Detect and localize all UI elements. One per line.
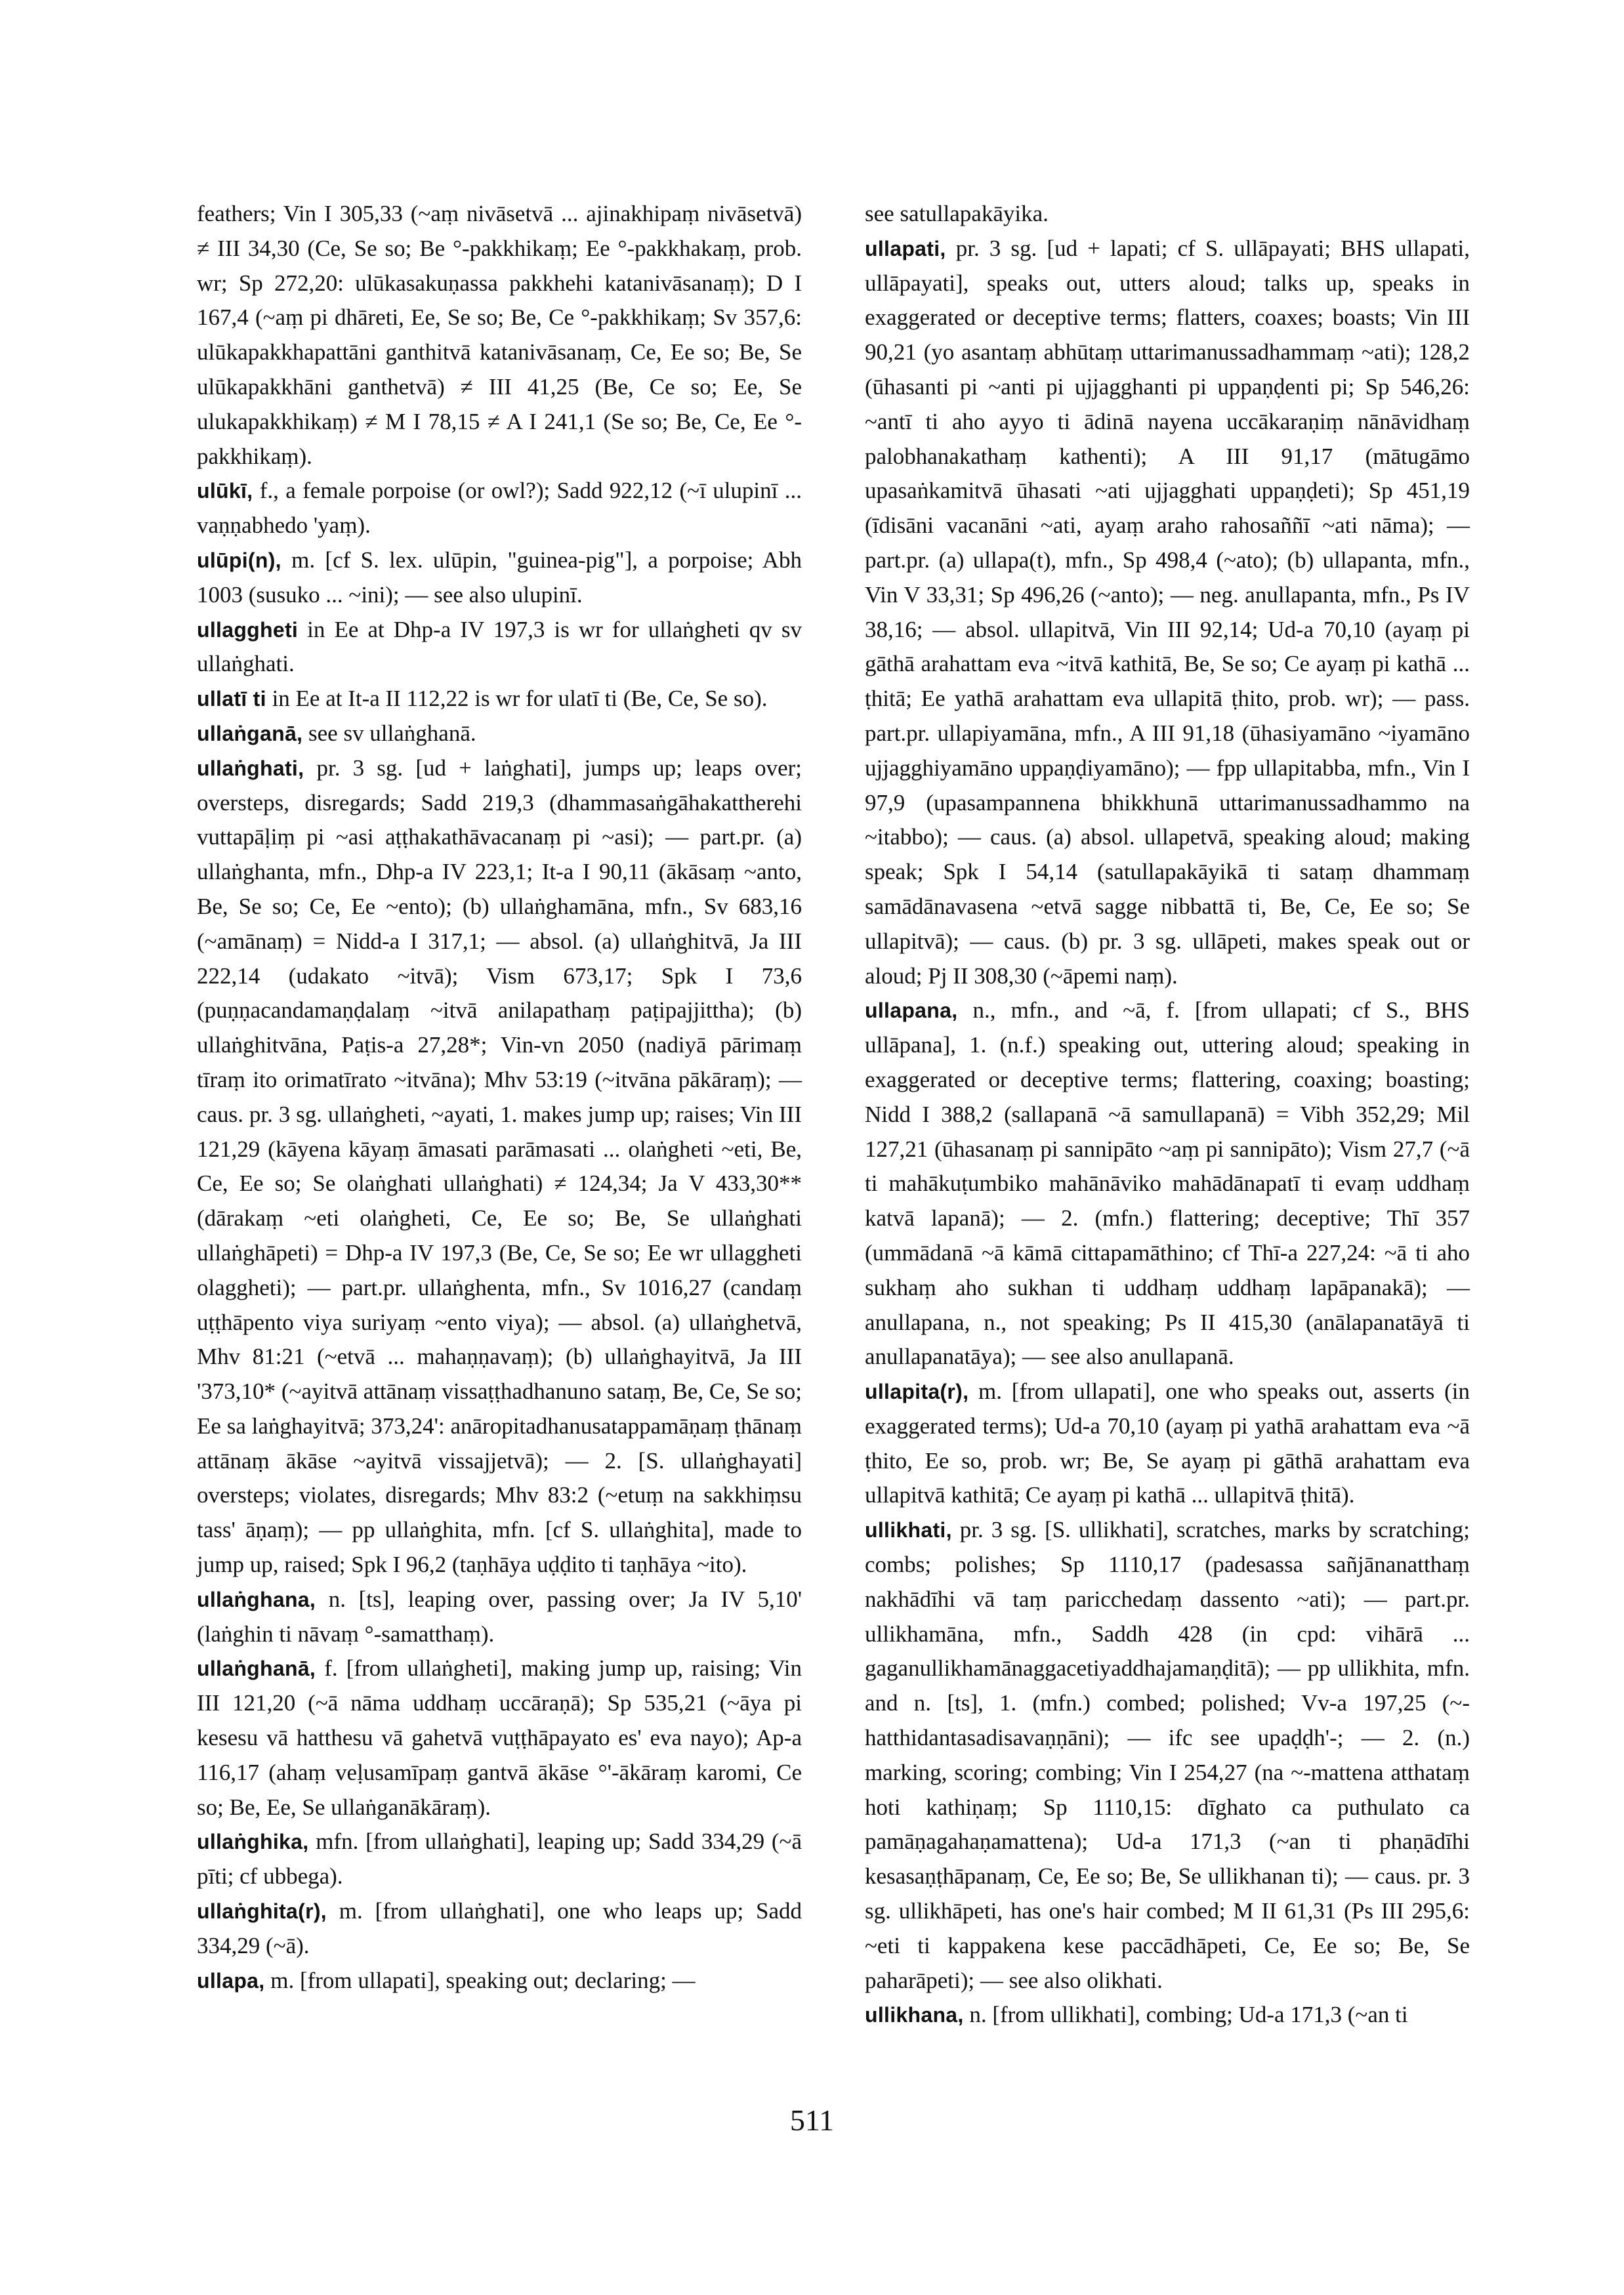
entry-ullikhati xyxy=(865,1513,1470,1998)
entry-ullanghana-n xyxy=(197,1582,802,1652)
headword: ullaṅghati, xyxy=(197,756,304,780)
headword: ullatī ti xyxy=(197,687,266,711)
headword: ullaṅghana, xyxy=(197,1587,316,1611)
entry-text: m. [cf S. lex. ulūpin, "guinea-pig"], a porpoise; Abh 1003 (susuko ... ~ini); — see also ulupinī. xyxy=(197,547,802,608)
entry-ullikhana xyxy=(865,1998,1470,2033)
entry-text: n. [from ullikhati], combing; Ud-a 171,3 (~an ti xyxy=(963,2002,1408,2028)
entry-ullapati xyxy=(865,232,1470,994)
entry-ullanghati xyxy=(197,751,802,1582)
entry-ullanghitar xyxy=(197,1894,802,1964)
entry-ulupin xyxy=(197,543,802,613)
entry-continuation xyxy=(197,197,802,474)
entry-text: f. [from ullaṅgheti], making jump up, raising; Vin III 121,20 (~ā nāma uddhaṃ uccāraṇā); Sp 535,21 (~āya pi kesesu vā hatthesu vā gahetvā vuṭṭhāpayato es' eva nayo); Ap-a 116,17 (ahaṃ veḷusamīpaṃ gantvā ākāse °'-ākāraṃ karomi, Ce so; Be, Ee, Se ullaṅganākāraṃ). xyxy=(197,1655,802,1820)
headword: ullikhati, xyxy=(865,1518,952,1542)
entry-text: m. [from ullaṅghati], one who leaps up; Sadd 334,29 (~ā). xyxy=(197,1898,802,1958)
headword: ullapa, xyxy=(197,1968,265,1993)
headword: ullapati, xyxy=(865,236,946,260)
headword: ullaṅghanā, xyxy=(197,1657,316,1681)
entry-ullangana xyxy=(197,716,802,751)
entry-text: feathers; Vin I 305,33 (~aṃ nivāsetvā ... ajinakhipaṃ nivāsetvā) ≠ III 34,30 (Ce, Se so; Be °-pakkhikaṃ; Ee °-pakkhakaṃ, prob. wr; Sp 272,20: ulūkasakuṇassa pakkhehi katanivāsanaṃ); D I 167,4 (~aṃ pi dhāreti, Ee, Se so; Be, Ce °-pakkhikaṃ; Sv 357,6: ulūkapakkhapattāni ganthitvā katanivāsanaṃ, Ce, Ee so; Be, Se ulūkapakkhāni ganthetvā) ≠ III 41,25 (Be, Ce so; Ee, Se ulukapakkhikaṃ) ≠ M I 78,15 ≠ A I 241,1 (Se so; Be, Ce, Ee °-pakkhikaṃ). xyxy=(197,201,802,469)
left-column xyxy=(197,197,802,1998)
entry-ullanghana-f xyxy=(197,1651,802,1825)
entry-text: m. [from ullapati], speaking out; declaring; — xyxy=(264,1967,696,1993)
headword: ullikhana, xyxy=(865,2003,964,2027)
headword: ullaṅghika, xyxy=(197,1830,309,1854)
page-number: 511 xyxy=(789,2103,835,2137)
entry-text: f., a female porpoise (or owl?); Sadd 922,12 (~ī ulupinī ... vaṇṇabhedo 'yaṃ). xyxy=(197,478,802,539)
headword: ulūpi(n), xyxy=(197,548,281,572)
entry-ulukii xyxy=(197,474,802,543)
entry-ullapitar xyxy=(865,1375,1470,1513)
entry-text: mfn. [from ullaṅghati], leaping up; Sadd 334,29 (~ā pīti; cf ubbega). xyxy=(197,1829,802,1890)
headword: ullaggheti xyxy=(197,617,299,642)
entry-ullapa xyxy=(197,1964,802,1998)
headword: ullaṅghita(r), xyxy=(197,1899,327,1924)
entry-ullaggheti xyxy=(197,613,802,682)
entry-text: pr. 3 sg. [ud + laṅghati], jumps up; leaps over; oversteps, disregards; Sadd 219,3 (dhammasaṅgāhakattherehi vuttapāḷiṃ pi ~asi aṭṭhakathāvacanaṃ pi ~asi); — part.pr. (a) ullaṅghanta, mfn., Dhp-a IV 223,1; It-a I 90,11 (ākāsaṃ ~anto, Be, Se so; Ce, Ee ~ento); (b) ullaṅghamāna, mfn., Sv 683,16 (~amānaṃ) = Nidd-a I 317,1; — absol. (a) ullaṅghitvā, Ja III 222,14 (udakato ~itvā); Vism 673,17; Spk I 73,6 (puṇṇacandamaṇḍalaṃ ~itvā anilapathaṃ paṭipajjittha); (b) ullaṅghitvāna, Paṭis-a 27,28*; Vin-vn 2050 (nadiyā pārimaṃ tīraṃ ito orimatīrato ~itvāna); Mhv 53:19 (~itvāna pākāraṃ); — caus. pr. 3 sg. ullaṅgheti, ~ayati, 1. makes jump up; raises; Vin III 121,29 (kāyena kāyaṃ āmasati parāmasati ... olaṅgheti ~eti, Be, Ce, Ee so; Se olaṅghati ullaṅghati) ≠ 124,34; Ja V 433,30** (dārakaṃ ~eti olaṅgheti, Ce, Ee so; Be, Se ullaṅghati ullaṅghāpeti) = Dhp-a IV 197,3 (Be, Ce, Se so; Ee wr ullaggheti olaggheti); — part.pr. ullaṅghenta, mfn., Sv 1016,27 (candaṃ uṭṭhāpento viya suriyaṃ ~ento viya); — absol. (a) ullaṅghetvā, Mhv 81:21 (~etvā ... mahaṇṇavaṃ); (b) ullaṅghayitvā, Ja III '373,10* (~ayitvā attānaṃ vissaṭṭhadhanuno sataṃ, Be, Ce, Se so; Ee sa laṅghayitvā; 373,24': anāropitadhanusatappamāṇaṃ ṭhānaṃ attānaṃ ākāse ~ayitvā vissajjetvā); — 2. [S. ullaṅghayati] oversteps; violates, disregards; Mhv 83:2 (~etuṃ na sakkhiṃsu tass' āṇaṃ); — pp ullaṅghita, mfn. [cf S. ullaṅghita], made to jump up, raised; Spk I 96,2 (taṇhāya uḍḍito ti taṇhāya ~ito). xyxy=(197,755,802,1578)
entry-ullapana xyxy=(865,993,1470,1375)
entry-text: see sv ullaṅghanā. xyxy=(302,720,476,746)
headword: ulūkī, xyxy=(197,479,253,503)
entry-text: see satullapakāyika. xyxy=(865,201,1049,226)
entry-continuation xyxy=(865,197,1470,232)
entry-text: pr. 3 sg. [S. ullikhati], scratches, marks by scratching; combs; polishes; Sp 1110,17 (padesassa sañjānanatthaṃ nakhādīhi vā taṃ paricchedaṃ dassento ~ati); — part.pr. ullikhamāna, mfn., Saddh 428 (in cpd: vihārā ... gaganullikhamānaggacetiyaddhajamaṇḍitā); — pp ullikhita, mfn. and n. [ts], 1. (mfn.) combed; polished; Vv-a 197,25 (~-hatthidantasadisavaṇṇāni); — ifc see upaḍḍh'-; — 2. (n.) marking, scoring; combing; Vin I 254,27 (na ~-mattena atthataṃ hoti kathiṇaṃ; Sp 1110,15: dīghato ca puthulato ca pamāṇagahaṇamattena); Ud-a 171,3 (~an ti phaṇādīhi kesasaṇṭhāpanaṃ, Ce, Ee so; Be, Se ullikhanan ti); — caus. pr. 3 sg. ullikhāpeti, has one's hair combed; M II 61,31 (Ps III 295,6: ~eti ti kappakena kese paccādhāpeti, Ce, Ee so; Be, Se paharāpeti); — see also olikhati. xyxy=(865,1517,1470,1993)
entry-text: n. [ts], leaping over, passing over; Ja IV 5,10' (laṅghin ti nāvaṃ °-samatthaṃ). xyxy=(197,1586,802,1647)
right-column xyxy=(865,197,1470,2033)
headword: ullaṅganā, xyxy=(197,721,303,745)
headword: ullapita(r), xyxy=(865,1380,969,1404)
entry-text: n., mfn., and ~ā, f. [from ullapati; cf S., BHS ullāpana], 1. (n.f.) speaking out, uttering aloud; speaking in exaggerated or deceptive terms; flattering, coaxing; boasting; Nidd I 388,2 (sallapanā ~ā samullapanā) = Vibh 352,29; Mil 127,21 (ūhasanaṃ pi sannipāto ~aṃ pi sannipāto); Vism 27,7 (~ā ti mahākuṭumbiko mahānāviko mahādānapatī ti evaṃ uddhaṃ katvā lapanā); — 2. (mfn.) flattering; deceptive; Thī 357 (ummādanā ~ā kāmā cittapamāthino; cf Thī-a 227,24: ~ā ti aho sukhaṃ aho sukhan ti uddhaṃ uddhaṃ lapāpanakā); — anullapana, n., not speaking; Ps II 415,30 (anālapanatāyā ti anullapanatāya); — see also anullapanā. xyxy=(865,997,1470,1370)
entry-ullati-ti xyxy=(197,682,802,716)
headword: ullapana, xyxy=(865,999,958,1023)
entry-text: in Ee at Dhp-a IV 197,3 is wr for ullaṅgheti qv sv ullaṅghati. xyxy=(197,616,802,677)
entry-text: m. [from ullapati], one who speaks out, asserts (in exaggerated terms); Ud-a 70,10 (ayaṃ pi yathā arahattam eva ~ā ṭhito, Ee so, prob. wr; Be, Se ayaṃ pi gāthā arahattam eva ullapitvā kathitā; Ce ayaṃ pi kathā ... ullapitvā ṭhitā). xyxy=(865,1378,1470,1508)
entry-text: pr. 3 sg. [ud + lapati; cf S. ullāpayati; BHS ullapati, ullāpayati], speaks out, utters aloud; talks up, speaks in exaggerated or deceptive terms; flatters, coaxes; boasts; Vin III 90,21 (yo asantaṃ abhūtaṃ uttarimanussadhammaṃ ~ati); 128,2 (ūhasanti pi ~anti pi ujjagghanti pi uppaṇḍenti pi; Sp 546,26: ~antī ti aho ayyo ti ādinā nayena uccākaraṇiṃ nānāvidhaṃ palobhanakathaṃ kathenti); A III 91,17 (mātugāmo upasaṅkamitvā ūhasati ~ati ujjagghati uppaṇḍeti); Sp 451,19 (īdisāni vacanāni ~ati, ayaṃ araho rahosaññī ~ati nāma); — part.pr. (a) ullapa(t), mfn., Sp 498,4 (~ato); (b) ullapanta, mfn., Vin V 33,31; Sp 496,26 (~anto); — neg. anullapanta, mfn., Ps IV 38,16; — absol. ullapitvā, Vin III 92,14; Ud-a 70,10 (ayaṃ pi gāthā arahattam eva ~itvā kathitā, Be, Se so; Ce ayaṃ pi kathā ... ṭhitā; Ee yathā arahattam eva ullapitā ṭhito, prob. wr); — pass. part.pr. ullapiyamāna, mfn., A III 91,18 (ūhasiyamāno ~iyamāno ujjagghiyamāno uppaṇḍiyamāno); — fpp ullapitabba, mfn., Vin I 97,9 (upasampannena bhikkhunā uttarimanussadhammo na ~itabbo); — caus. (a) absol. ullapetvā, speaking aloud; making speak; Spk I 54,14 (satullapakāyikā ti sataṃ dhammaṃ samādānavasena ~etvā sagge nibbattā ti, Be, Ce, Ee so; Se ullapitvā); — caus. (b) pr. 3 sg. ullāpeti, makes speak out or aloud; Pj II 308,30 (~āpemi naṃ). xyxy=(865,235,1470,989)
entry-text: in Ee at It-a II 112,22 is wr for ulatī ti (Be, Ce, Se so). xyxy=(266,686,768,712)
entry-ullanghika xyxy=(197,1825,802,1894)
